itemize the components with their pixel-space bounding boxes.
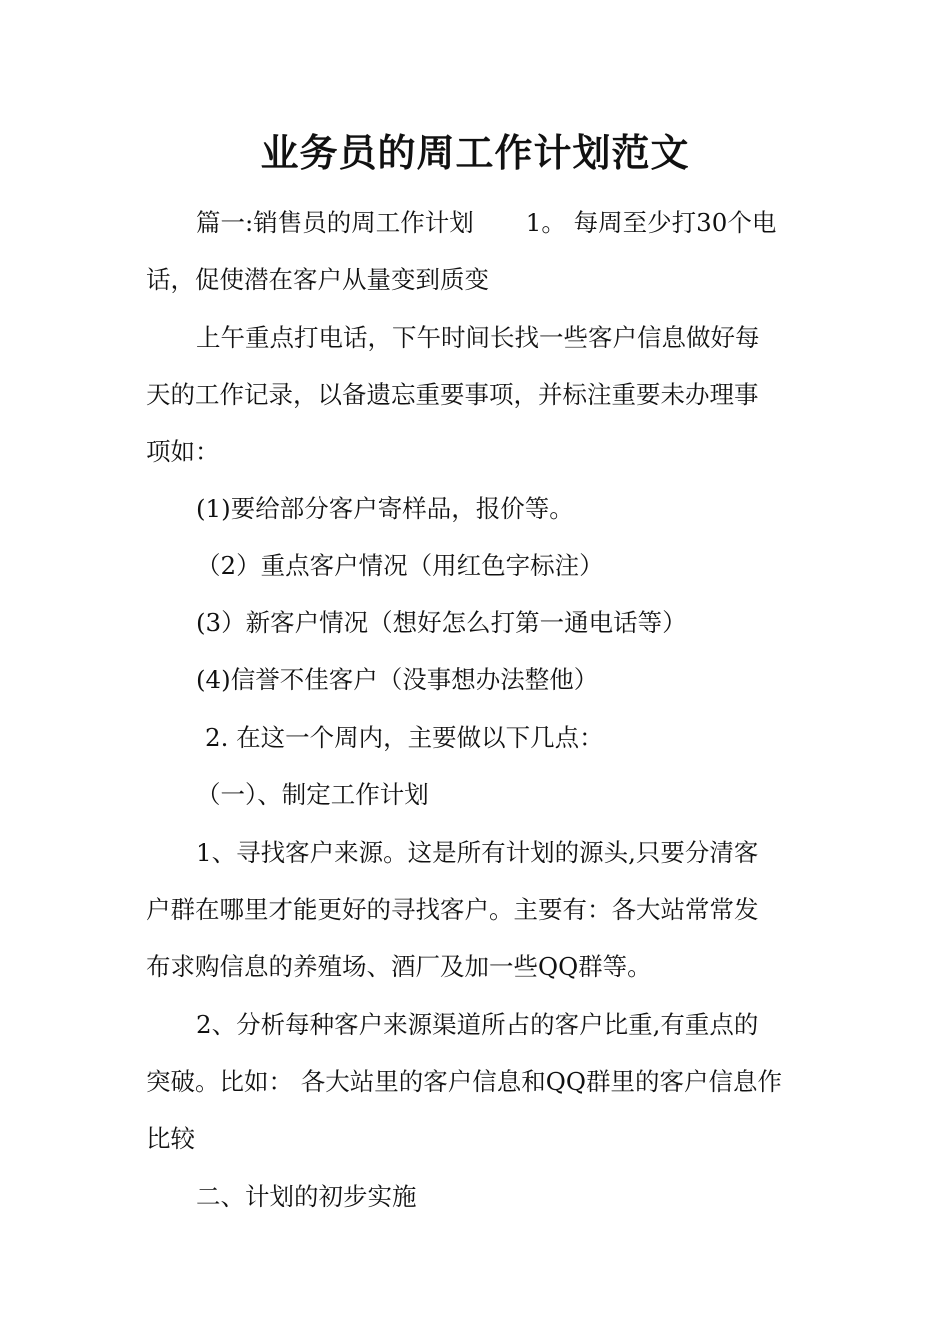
paragraph-line: 比较 xyxy=(146,1124,195,1153)
paragraph-line: 话，促使潜在客户从量变到质变 xyxy=(146,265,489,294)
list-item: (1)要给部分客户寄样品，报价等。 xyxy=(196,494,574,523)
list-item: 2. 在这一个周内，主要做以下几点： xyxy=(205,723,604,752)
list-item: (4)信誉不佳客户（没事想办法整他） xyxy=(196,665,599,694)
paragraph-line: 上午重点打电话，下午时间长找一些客户信息做好每 xyxy=(196,323,760,352)
list-item-text: 1。 每周至少打30个电 xyxy=(525,208,777,237)
paragraph-line: 2、分析每种客户来源渠道所占的客户比重,有重点的 xyxy=(196,1010,759,1039)
paragraph-line: 天的工作记录，以备遗忘重要事项，并标注重要未办理事 xyxy=(146,380,759,409)
paragraph-line: 户群在哪里才能更好的寻找客户。主要有：各大站常常发 xyxy=(146,895,759,924)
section-heading: 篇一:销售员的周工作计划 xyxy=(196,208,474,237)
section-heading: （一）、制定工作计划 xyxy=(196,780,429,809)
list-item: （2）重点客户情况（用红色字标注） xyxy=(196,551,604,580)
section-heading: 二、计划的初步实施 xyxy=(196,1182,417,1211)
paragraph-line: 布求购信息的养殖场、酒厂及加一些QQ群等。 xyxy=(146,952,652,981)
document-title: 业务员的周工作计划范文 xyxy=(260,130,690,175)
paragraph-line: 1、寻找客户来源。这是所有计划的源头,只要分清客 xyxy=(196,838,759,867)
list-item: (3）新客户情况（想好怎么打第一通电话等） xyxy=(196,608,687,637)
paragraph-line: 项如： xyxy=(146,437,220,466)
paragraph-line: 突破。比如： 各大站里的客户信息和QQ群里的客户信息作 xyxy=(146,1067,782,1096)
paragraph-line xyxy=(196,206,776,240)
